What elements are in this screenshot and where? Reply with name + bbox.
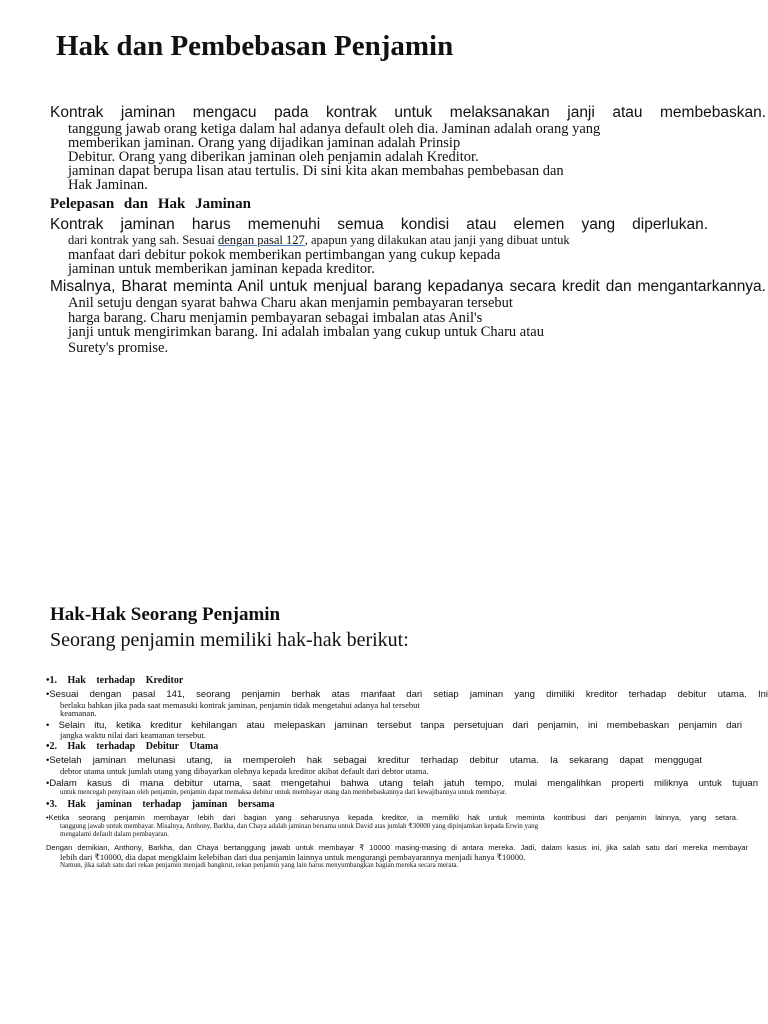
intro-line-5: Hak Jaminan.: [68, 177, 148, 193]
intro-line-1: tanggung jawab orang ketiga dalam hal adanya default oleh dia. Jaminan adalah orang yang: [68, 121, 601, 137]
section1-heading: Pelepasan dan Hak Jaminan: [50, 196, 251, 212]
right-3-bullet-1-line-2: mengalami default dalam pembayaran.: [60, 830, 169, 838]
intro-line-3: Debitur. Orang yang diberikan jaminan oleh penjamin adalah Kreditor.: [68, 149, 479, 165]
section1-example-line-2: harga barang. Charu menjamin pembayaran sebagai imbalan atas Anil's: [68, 310, 483, 326]
section1-example-line-4: Surety's promise.: [68, 340, 169, 356]
section2-heading: Hak-Hak Seorang Penjamin: [50, 604, 281, 625]
intro-line-2: memberikan jaminan. Orang yang dijadikan jaminan adalah Prinsip: [68, 135, 461, 151]
right-3-heading: •3. Hak jaminan terhadap jaminan bersama: [46, 799, 275, 810]
right-2-heading: •2. Hak terhadap Debitur Utama: [46, 741, 219, 752]
right-3-bullet-1-line-1: tanggung jawab untuk membayar. Misalnya, Anthony, Barkha, dan Chaya adalah jaminan bersama untuk David atas jumlah ₹30000 yang dipinjamkan kepada Erwin yang: [60, 822, 539, 830]
section1-line-1-pre: dari kontrak yang sah. Sesuai: [68, 233, 218, 247]
right-2-bullet-2-line-1: untuk mencegah penyitaan oleh penjamin, penjamin dapat memaksa debitur untuk membayar utang dan membebaskannya dari kewajibannya untuk membayar.: [60, 788, 507, 796]
page-title: Hak dan Pembebasan Penjamin: [56, 30, 454, 62]
section1-example-line-3: janji untuk mengirimkan barang. Ini adalah imbalan yang cukup untuk Charu atau: [68, 324, 544, 340]
right-2-bullet-2: •Dalam kasus di mana debitur utama, saat mengetahui bahwa utang telah jatuh tempo, mulai mengalihkan properti miliknya untuk tujuan: [46, 778, 758, 789]
right-1-heading: •1. Hak terhadap Kreditor: [46, 675, 184, 686]
section1-example-line-1: Anil setuju dengan syarat bahwa Charu akan menjamin pembayaran tersebut: [68, 295, 513, 311]
right-1-bullet-1: •Sesuai dengan pasal 141, seorang penjamin berhak atas manfaat dari setiap jaminan yang dimiliki kreditor terhadap debitur utama. Ini: [46, 689, 768, 700]
right-3-example: Dengan demikian, Anthony, Barkha, dan Chaya bertanggung jawab untuk membayar ₹ 10000 masing-masing di antara mereka. Jadi, dalam kasus ini, jika salah satu dari mereka membayar: [46, 843, 748, 852]
section1-lead: Kontrak jaminan harus memenuhi semua kondisi atau elemen yang diperlukan.: [50, 216, 708, 233]
right-3-example-line-1: lebih dari ₹10000, dia dapat mengklaim kelebihan dari dua penjamin lainnya untuk mengurangi pembayarannya menjadi hanya ₹10000.: [60, 852, 526, 862]
intro-line-4: jaminan dapat berupa lisan atau tertulis. Di sini kita akan membahas pembebasan dan: [68, 163, 564, 179]
section1-line-3: jaminan untuk memberikan jaminan kepada kreditor.: [68, 261, 375, 277]
right-3-example-line-2: Namun, jika salah satu dari rekan penjamin menjadi bangkrut, rekan penjamin yang lain harus menyumbangkan bagian mereka secara merata.: [60, 861, 459, 869]
right-2-bullet-1: •Setelah jaminan melunasi utang, ia memperoleh hak sebagai kreditur terhadap debitur utama. Ia sekarang dapat menggugat: [46, 755, 702, 766]
section1-line-2: manfaat dari debitur pokok memberikan pertimbangan yang cukup kepada: [68, 247, 501, 263]
right-3-bullet-1: •Ketika seorang penjamin membayar lebih dari bagian yang seharusnya kepada kreditor, ia memiliki hak untuk meminta kontribusi dari penjamin lainnya, yang setara.: [46, 813, 738, 822]
section2-subheading: Seorang penjamin memiliki hak-hak berikut:: [50, 629, 409, 651]
right-2-bullet-1-line-1: debtor utama untuk jumlah utang yang dibayarkan olehnya kepada kreditor akibat default dari debtor utama.: [60, 766, 429, 776]
section1-line-1-post: , apapun yang dilakukan atau janji yang dibuat untuk: [304, 233, 570, 247]
pasal-127-link[interactable]: dengan pasal 127: [217, 233, 305, 247]
right-1-bullet-1-line-2: keamanan.: [60, 708, 97, 718]
right-1-bullet-2: • Selain itu, ketika kreditur kehilangan atau melepaskan jaminan tersebut tanpa persetujuan dari penjamin, ini membebaskan penjamin dari: [46, 720, 742, 731]
intro-lead: Kontrak jaminan mengacu pada kontrak untuk melaksanakan janji atau membebaskan.: [50, 104, 766, 121]
section1-example-lead: Misalnya, Bharat meminta Anil untuk menjual barang kepadanya secara kredit dan mengantarkannya.: [50, 278, 766, 295]
right-1-bullet-2-line-1: jangka waktu nilai dari keamanan tersebut.: [60, 730, 206, 740]
right-1-bullet-1-line-1: berlaku bahkan jika pada saat memasuki kontrak jaminan, penjamin tidak mengetahui adanya hal tersebut: [60, 700, 420, 710]
section1-line-1: [68, 233, 570, 248]
